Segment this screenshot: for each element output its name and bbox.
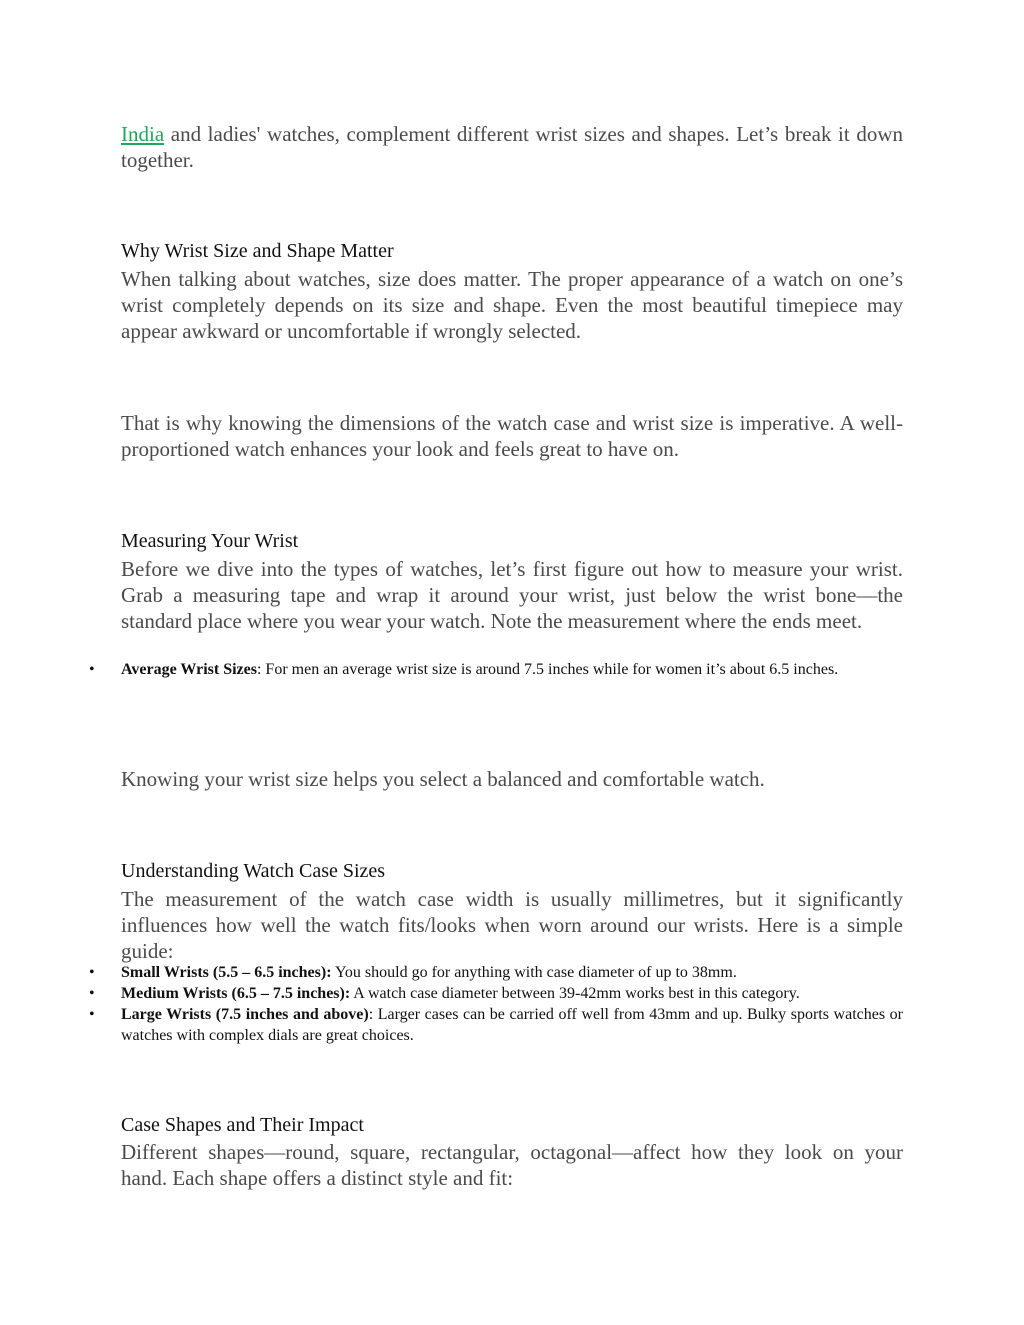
section-heading-measuring: Measuring Your Wrist — [121, 530, 299, 552]
section1-paragraph-1: When talking about watches, size does matter. The proper appearance of a watch on one’s wrist completely depends on its size and shape. Even the most beautiful timepiece may appear awkward or uncomfortable if wrongly selected. — [121, 267, 903, 343]
bullet-icon: • — [89, 1006, 95, 1023]
intro-text: and ladies' watches, complement different wrist sizes and shapes. Let’s break it down together. — [121, 122, 903, 172]
section1-paragraph-2: That is why knowing the dimensions of the watch case and wrist size is imperative. A well-proportioned watch enhances your look and feels great to have on. — [121, 411, 903, 461]
bullet-icon: • — [89, 985, 95, 1002]
list-item: • Large Wrists (7.5 inches and above): Larger cases can be carried off well from 43mm and up. Bulky sports watches or watches with complex dials are great choices. — [89, 1006, 904, 1044]
section4-paragraph-1: Different shapes—round, square, rectangular, octagonal—affect how they look on your hand. Each shape offers a distinct style and fit: — [121, 1140, 903, 1190]
section2-paragraph-1: Before we dive into the types of watches, let’s first figure out how to measure your wrist. Grab a measuring tape and wrap it around your wrist, just below the wrist bone—the standard place where you wear your watch. Note the measurement where the ends meet. — [121, 557, 903, 633]
wrist-sizes-list — [89, 659, 903, 680]
list-item: • Average Wrist Sizes: For men an average wrist size is around 7.5 inches while for women it’s about 6.5 inches. — [89, 661, 839, 678]
intro-paragraph — [121, 121, 903, 173]
case-sizes-list — [89, 962, 904, 1046]
bullet-icon: • — [89, 661, 95, 678]
section-heading-case-shapes: Case Shapes and Their Impact — [121, 1114, 364, 1136]
section-heading-case-sizes: Understanding Watch Case Sizes — [121, 860, 386, 882]
list-item: • Small Wrists (5.5 – 6.5 inches): You should go for anything with case diameter of up to 38mm. — [89, 964, 737, 981]
bullet-icon: • — [89, 964, 95, 981]
list-item: • Medium Wrists (6.5 – 7.5 inches): A watch case diameter between 39-42mm works best in this category. — [89, 985, 800, 1002]
section3-paragraph-1: The measurement of the watch case width is usually millimetres, but it significantly influences how well the watch fits/looks when worn around our wrists. Here is a simple guide: — [121, 887, 903, 963]
section2-paragraph-2: Knowing your wrist size helps you select a balanced and comfortable watch. — [121, 767, 765, 791]
section-heading-wrist-size: Why Wrist Size and Shape Matter — [121, 240, 394, 262]
india-link[interactable]: India — [121, 122, 165, 146]
